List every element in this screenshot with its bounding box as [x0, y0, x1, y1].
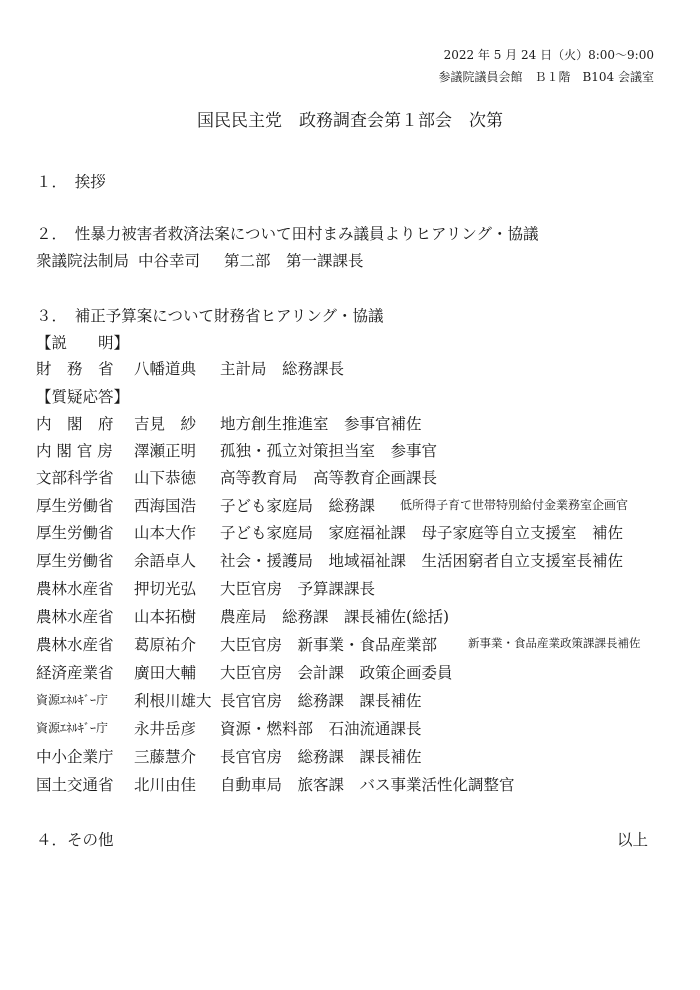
qa-org: 国土交通省: [36, 776, 114, 794]
qa-name: 葛原祐介: [134, 636, 197, 654]
qa-org: 内 閣 官 房: [36, 442, 113, 460]
explainer-name: 八幡道典: [134, 360, 197, 378]
qa-dept-note: 低所得子育て世帯特別給付金業務室企画官: [400, 498, 629, 512]
qa-dept: 大臣官房 新事業・食品産業部: [220, 636, 438, 654]
qa-name: 廣田大輔: [134, 664, 197, 682]
qa-org: 農林水産省: [36, 608, 114, 626]
qa-name: 西海国浩: [134, 497, 197, 515]
qa-name: 余語卓人: [134, 552, 197, 570]
qa-dept: 長官官房 総務課 課長補佐: [220, 748, 422, 766]
agenda-item-3: ３． 補正予算案について財務省ヒアリング・協議: [36, 307, 384, 325]
closing-text: 以上: [616, 831, 648, 849]
qa-name: 山本大作: [134, 524, 197, 542]
qa-dept: 地方創生推進室 参事官補佐: [220, 415, 422, 433]
qa-dept: 農産局 総務課 課長補佐(総括): [220, 608, 450, 626]
qa-org: 厚生労働省: [36, 552, 114, 570]
agenda-item-2: ２． 性暴力被害者救済法案について田村まみ議員よりヒアリング・協議: [36, 225, 539, 243]
qa-dept: 大臣官房 予算課課長: [220, 580, 376, 598]
qa-name: 吉見 紗: [134, 415, 197, 433]
qa-name: 山本拓樹: [134, 608, 197, 626]
qa-dept-note: 新事業・食品産業政策課課長補佐: [468, 636, 641, 650]
qa-name: 永井岳彦: [134, 720, 197, 738]
qa-org: 内 閣 府: [36, 415, 114, 433]
meeting-venue: 参議院議員会館 Ｂ１階 B104 会議室: [438, 70, 654, 84]
qa-org: 厚生労働省: [36, 524, 114, 542]
qa-org: 経済産業省: [36, 664, 114, 682]
qa-name: 押切光弘: [134, 580, 197, 598]
qa-dept: 自動車局 旅客課 バス事業活性化調整官: [220, 776, 515, 794]
agenda-item-1: １． 挨拶: [36, 173, 106, 191]
qa-dept: 長官官房 総務課 課長補佐: [220, 692, 422, 710]
speaker-dept: 第二部 第一課課長: [224, 252, 364, 270]
qa-org: 中小企業庁: [36, 748, 114, 766]
qa-dept: 資源・燃料部 石油流通課長: [220, 720, 422, 738]
qa-dept: 高等教育局 高等教育企画課長: [220, 469, 438, 487]
agenda-item-4: ４．その他: [36, 831, 114, 849]
qa-dept: 孤独・孤立対策担当室 参事官: [220, 442, 438, 460]
qa-name: 北川由佳: [134, 776, 197, 794]
qa-dept: 社会・援護局 地域福祉課 生活困窮者自立支援室長補佐: [220, 552, 624, 570]
qa-org: 農林水産省: [36, 580, 114, 598]
qa-name: 澤瀬正明: [134, 442, 197, 460]
explanation-label: 【説 明】: [36, 334, 130, 352]
qa-label: 【質疑応答】: [36, 388, 130, 406]
explainer-dept: 主計局 総務課長: [220, 360, 345, 378]
qa-org: 資源ｴﾈﾙｷﾞｰ庁: [36, 721, 109, 735]
qa-org: 文部科学省: [36, 469, 114, 487]
qa-dept: 大臣官房 会計課 政策企画委員: [220, 664, 453, 682]
qa-dept: 子ども家庭局 総務課: [220, 497, 376, 515]
qa-name: 利根川雄大: [134, 692, 212, 710]
meeting-date: 2022 年 5 月 24 日（火）8:00～9:00: [443, 48, 654, 62]
qa-name: 三藤慧介: [134, 748, 197, 766]
speaker-org: 衆議院法制局: [36, 252, 130, 270]
qa-dept: 子ども家庭局 家庭福祉課 母子家庭等自立支援室 補佐: [220, 524, 624, 542]
explainer-org: 財 務 省: [36, 360, 114, 378]
qa-name: 山下恭徳: [134, 469, 197, 487]
page-title: 国民民主党 政務調査会第１部会 次第: [197, 111, 503, 131]
speaker-name: 中谷幸司: [138, 252, 201, 270]
qa-org: 資源ｴﾈﾙｷﾞｰ庁: [36, 693, 109, 707]
qa-org: 厚生労働省: [36, 497, 114, 515]
qa-org: 農林水産省: [36, 636, 114, 654]
